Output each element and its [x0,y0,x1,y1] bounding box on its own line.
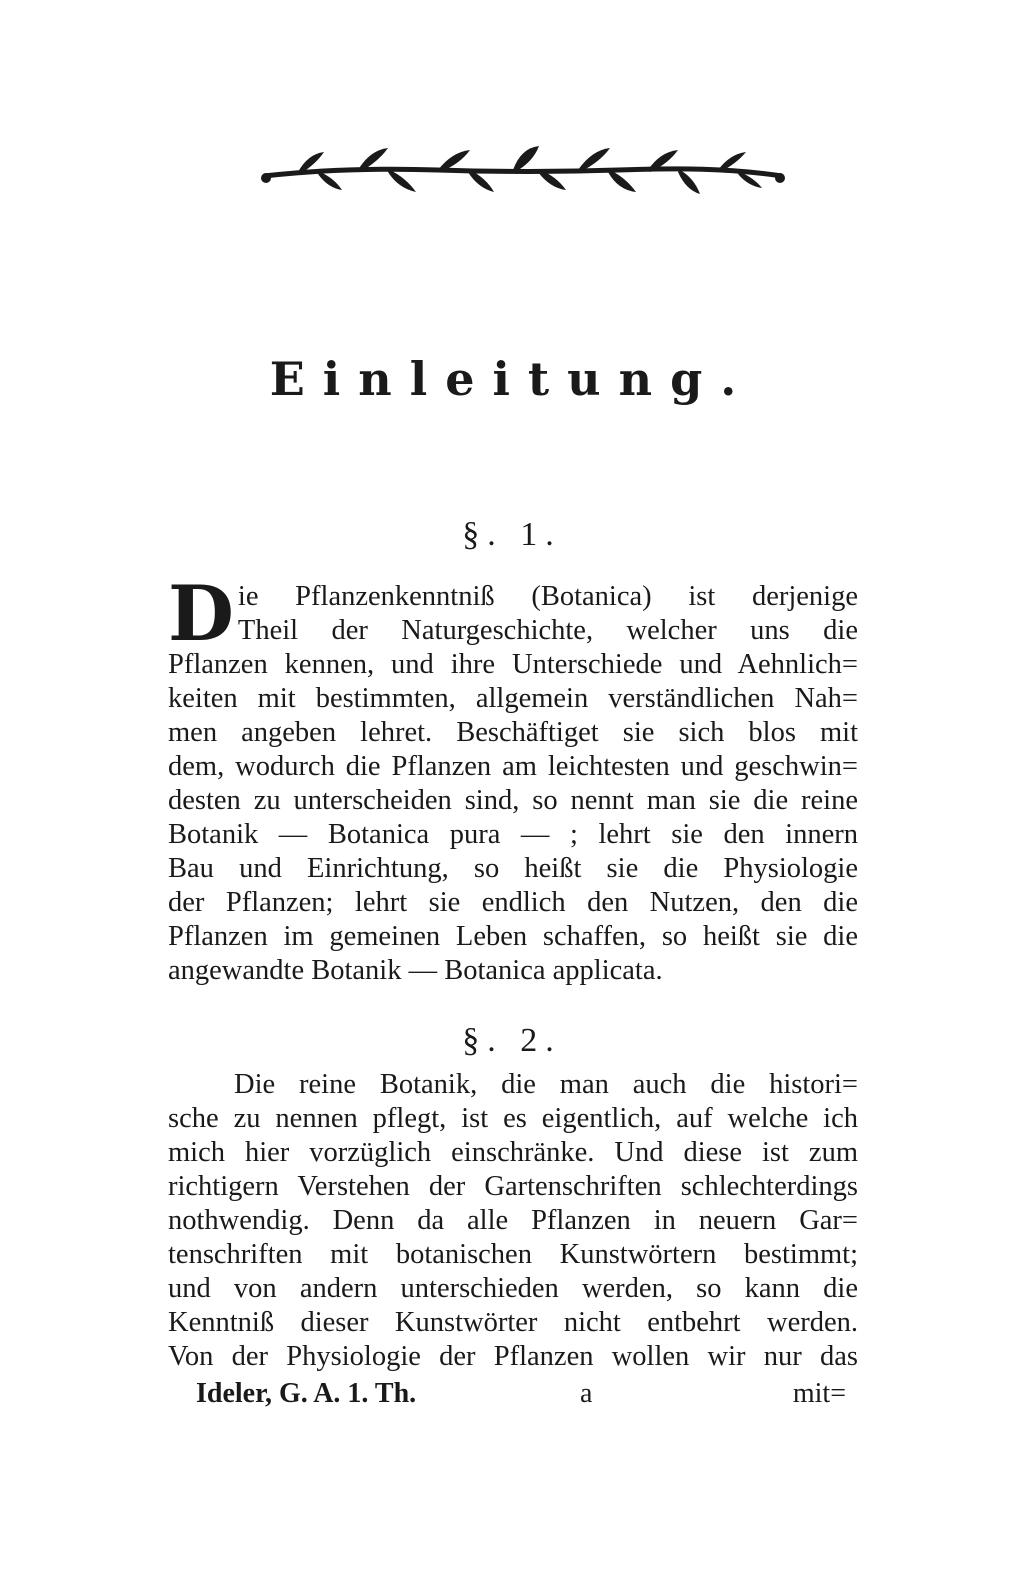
text-line: Kenntniß dieser Kunstwörter nicht entbehrt werden. [168,1307,858,1338]
text-line: Botanik — Botanica pura — ; lehrt sie den innern [168,819,858,850]
signature-mark: a [580,1378,593,1409]
text-line: Von der Physiologie der Pflanzen wollen wir nur das [168,1341,858,1372]
text-line: Bau und Einrichtung, so heißt sie die Physiologie [168,853,858,884]
page-footer [196,1378,846,1418]
text-line: desten zu unterscheiden sind, so nennt man sie die reine [168,785,858,816]
text-line: dem, wodurch die Pflanzen am leichtesten und geschwin= [168,751,858,782]
text-line: men angeben lehret. Beschäftiget sie sich blos mit [168,717,858,748]
text-line: Pflanzen im gemeinen Leben schaffen, so heißt sie die [168,921,858,952]
section-2-label: §. 2. [462,1022,562,1059]
text-line: nothwendig. Denn da alle Pflanzen in neuern Gar= [168,1205,858,1236]
text-line: mich hier vorzüglich einschränke. Und diese ist zum [168,1137,858,1168]
section-1-label: §. 1. [462,516,562,553]
signature-line: Ideler, G. A. 1. Th. [196,1378,417,1409]
section-2-paragraph [168,1068,858,1374]
section-1-paragraph [168,569,858,988]
text-line: der Pflanzen; lehrt sie endlich den Nutzen, den die [168,887,858,918]
text-line: Pflanzen kennen, und ihre Unterschiede und Aehnlich= [168,649,858,680]
text-line: keiten mit bestimmten, allgemein verständlichen Nah= [168,683,858,714]
text-line: Theil der Naturgeschichte, welcher uns die [237,615,858,646]
chapter-title: Einleitung. [269,352,755,406]
vine-ornament-icon [258,140,788,202]
text-line: richtigern Verstehen der Gartenschriften schlechterdings [168,1171,858,1202]
text-line: tenschriften mit botanischen Kunstwörtern bestimmt; [168,1239,858,1270]
text-line: sche zu nennen pflegt, ist es eigentlich, auf welche ich [168,1103,858,1134]
drop-cap: D [168,569,234,658]
text-line: angewandte Botanik — Botanica applicata. [168,955,663,986]
text-line: Die reine Botanik, die man auch die histori= [234,1069,858,1100]
catchword: mit= [792,1378,846,1409]
text-line: und von andern unterschieden werden, so kann die [168,1273,858,1304]
text-line: ie Pflanzenkenntniß (Botanica) ist derjenige [237,581,858,612]
